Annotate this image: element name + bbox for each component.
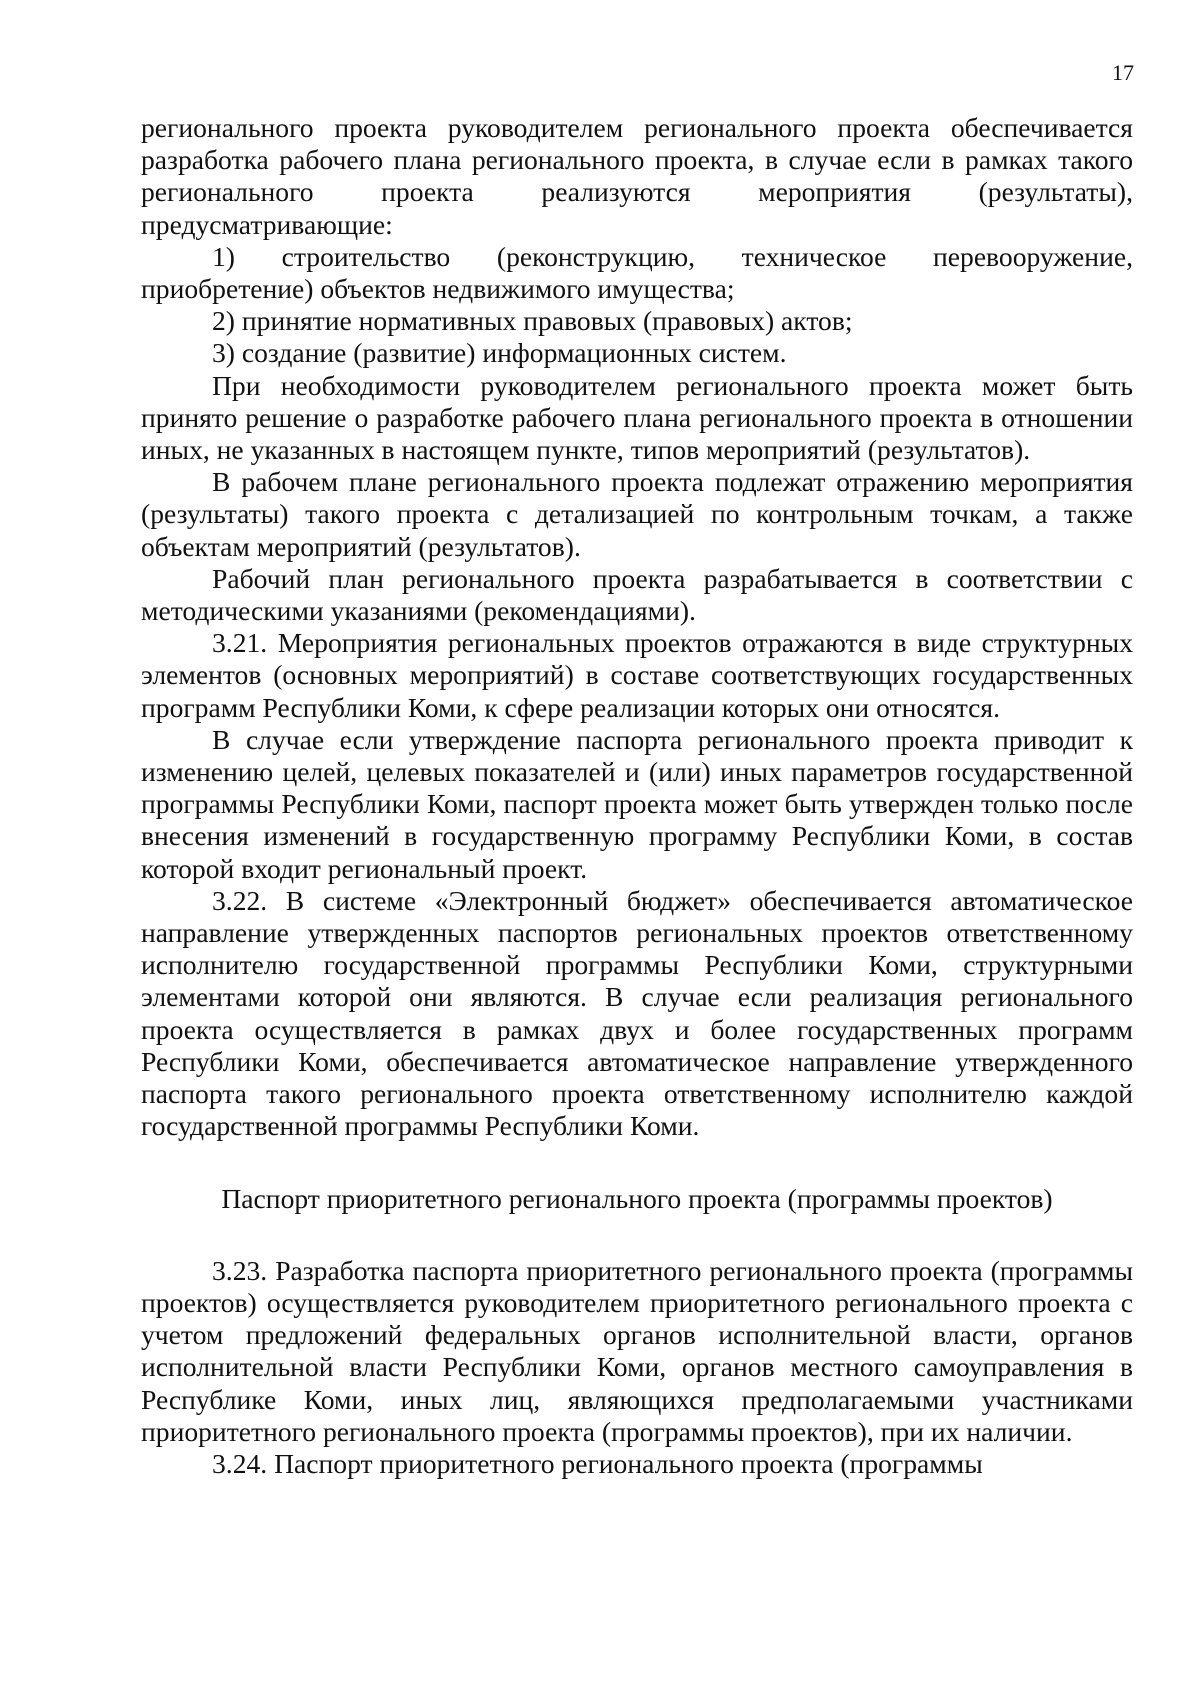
paragraph: 3.24. Паспорт приоритетного регионального проекта (программы [212,1447,983,1479]
paragraph: При необходимости руководителем регионального проекта может быть принято решение о разработке рабочего плана регионального проекта в отношении иных, не указанных в настоящем пункте, типов мероприятий (результатов). [141,369,1133,466]
paragraph: Рабочий план регионального проекта разрабатывается в соответствии с методическими указаниями (рекомендациями). [141,562,1133,627]
paragraph: 3.22. В системе «Электронный бюджет» обеспечивается автоматическое направление утвержденных паспортов региональных проектов ответственному исполнителю государственной программы Республики Коми, структурными элементами которой они являются. В случае если реализация регионального проекта осуществляется в рамках двух и более государственных программ Республики Коми, обеспечивается автоматическое направление утвержденного паспорта такого регионального проекта ответственному исполнителю каждой государственной программы Республики Коми. [141,884,1133,1142]
document-body [141,112,1133,1480]
paragraph: регионального проекта руководителем регионального проекта обеспечивается разработка рабочего плана регионального проекта, в случае если в рамках такого регионального проекта реализуются мероприятия (результаты), предусматривающие: [141,112,1133,240]
list-item: 2) принятие нормативных правовых (правовых) актов; [212,305,853,337]
page-number: 17 [1112,60,1134,85]
list-item: 1) строительство (реконструкцию, техническое перевооружение, приобретение) объектов недвижимого имущества; [141,240,1133,305]
paragraph: В рабочем плане регионального проекта подлежат отражению мероприятия (результаты) такого проекта с детализацией по контрольным точкам, а также объектам мероприятий (результатов). [141,466,1133,562]
paragraph: 3.23. Разработка паспорта приоритетного регионального проекта (программы проектов) осуществляется руководителем приоритетного регионального проекта с учетом предложений федеральных органов исполнительной власти, органов исполнительной власти Республики Коми, органов местного самоуправления в Республике Коми, иных лиц, являющихся предполагаемыми участниками приоритетного регионального проекта (программы проектов), при их наличии. [141,1254,1133,1447]
section-heading: Паспорт приоритетного регионального проекта (программы проектов) [221,1182,1053,1214]
list-item: 3) создание (развитие) информационных систем. [212,337,787,369]
paragraph: В случае если утверждение паспорта регионального проекта приводит к изменению целей, целевых показателей и (или) иных параметров государственной программы Республики Коми, паспорт проекта может быть утвержден только после внесения изменений в государственную программу Республики Коми, в состав которой входит региональный проект. [141,723,1133,884]
paragraph: 3.21. Мероприятия региональных проектов отражаются в виде структурных элементов (основных мероприятий) в составе соответствующих государственных программ Республики Коми, к сфере реализации которых они относятся. [141,627,1133,723]
